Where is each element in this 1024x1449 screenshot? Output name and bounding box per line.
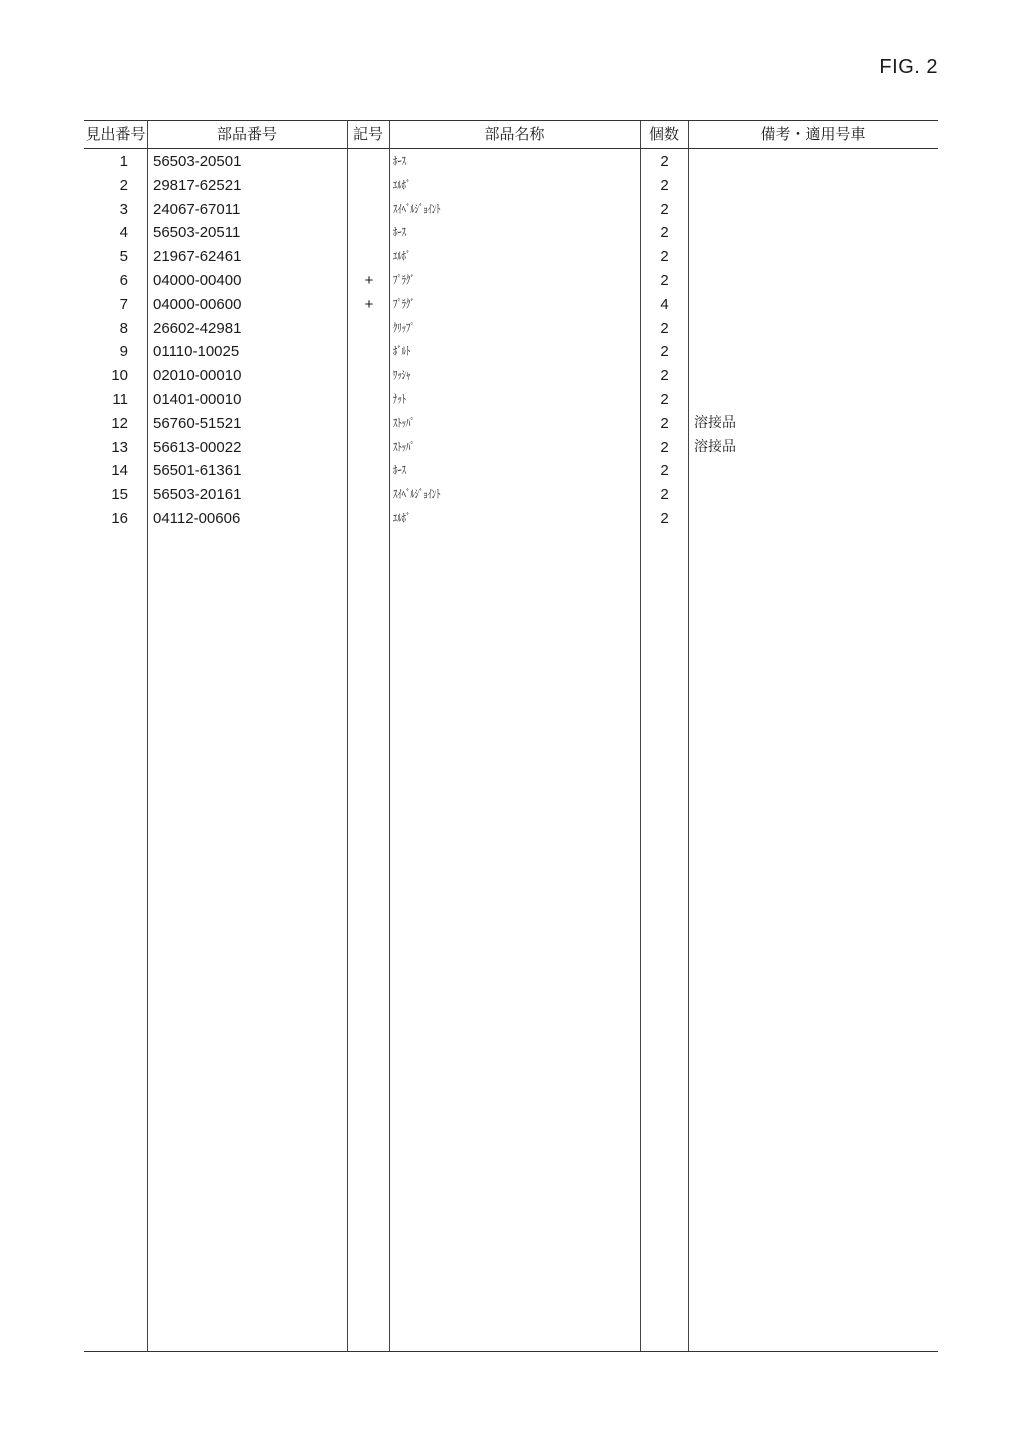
remarks-cell [694, 507, 934, 531]
item-number-cell: 5 [119, 248, 128, 266]
remarks-cell: 溶接品 [694, 414, 736, 431]
item-number-cell: 2 [119, 176, 128, 194]
remarks-cell [694, 198, 934, 222]
quantity-cell: 2 [660, 319, 669, 337]
header-mark: 記号 [352, 125, 383, 143]
part-name-cell: ﾎﾞﾙﾄ [393, 344, 411, 359]
quantity-cell: 2 [660, 391, 669, 408]
quantity-cell: 4 [660, 295, 669, 313]
part-name-cell: ｽﾄｯﾊﾟ [393, 415, 415, 430]
table-row [84, 269, 938, 293]
table-row [84, 483, 938, 507]
quantity-cell: 2 [660, 438, 669, 456]
part-name-cell: ｴﾙﾎﾞ [393, 249, 411, 264]
item-number-cell: 7 [119, 295, 128, 313]
item-number-cell: 13 [111, 438, 128, 456]
part-name-cell: ﾜｯｼｬ [393, 368, 411, 383]
table-row [84, 388, 938, 412]
table-row [84, 412, 938, 436]
table-row [84, 174, 938, 198]
table-row [84, 340, 938, 364]
item-number-cell: 8 [119, 319, 128, 337]
mark-cell [348, 221, 390, 245]
mark-cell [348, 150, 390, 174]
part-number-cell: 26602-42981 [153, 319, 242, 337]
mark-cell [348, 412, 390, 436]
mark-cell [348, 198, 390, 222]
mark-cell: + [364, 272, 374, 289]
part-name-cell: ｴﾙﾎﾞ [393, 177, 411, 192]
part-name-cell: ﾎｰｽ [393, 225, 406, 240]
part-name-cell: ｴﾙﾎﾞ [393, 511, 411, 525]
mark-cell [348, 483, 390, 507]
remarks-cell [694, 388, 934, 412]
remarks-cell [694, 459, 934, 483]
mark-cell [348, 317, 390, 341]
table-row [84, 364, 938, 388]
part-number-cell: 56503-20511 [153, 224, 241, 242]
remarks-cell [694, 364, 934, 388]
item-number-cell: 1 [119, 153, 128, 170]
quantity-cell: 2 [660, 510, 669, 527]
quantity-cell: 2 [660, 414, 669, 432]
remarks-cell [694, 174, 934, 198]
table-row [84, 150, 938, 174]
quantity-cell: 2 [660, 153, 669, 170]
table-header [84, 121, 938, 149]
part-name-cell: ﾌﾟﾗｸﾞ [393, 296, 415, 311]
remarks-cell [694, 483, 934, 507]
part-number-cell: 04112-00606 [153, 510, 241, 527]
part-number-cell: 02010-00010 [153, 367, 242, 385]
quantity-cell: 2 [660, 343, 669, 361]
item-number-cell: 4 [119, 224, 128, 242]
quantity-cell: 2 [660, 176, 669, 194]
item-number-cell: 14 [111, 462, 128, 480]
item-number-cell: 15 [111, 486, 128, 504]
part-number-cell: 56501-61361 [153, 462, 242, 480]
part-number-cell: 56503-20501 [153, 153, 242, 170]
part-number-cell: 21967-62461 [153, 248, 242, 266]
mark-cell [348, 459, 390, 483]
quantity-cell: 2 [660, 224, 669, 242]
item-number-cell: 3 [119, 200, 128, 218]
part-name-cell: ﾌﾟﾗｸﾞ [393, 273, 415, 287]
part-number-cell: 04000-00600 [153, 295, 242, 313]
remarks-cell [694, 221, 934, 245]
part-name-cell: ﾅｯﾄ [393, 392, 406, 406]
table-row [84, 221, 938, 245]
remarks-cell [694, 293, 934, 317]
table-row [84, 198, 938, 222]
part-number-cell: 56503-20161 [153, 486, 242, 504]
part-name-cell: ｽﾄｯﾊﾟ [393, 439, 415, 454]
quantity-cell: 2 [660, 367, 669, 385]
header-quantity: 個数 [648, 125, 679, 143]
remarks-cell: 溶接品 [694, 438, 736, 455]
header-remarks: 備考・適用号車 [760, 125, 866, 143]
mark-cell [348, 388, 390, 412]
figure-label: FIG. 2 [879, 56, 938, 78]
remarks-cell [694, 340, 934, 364]
part-name-cell: ｽｲﾍﾞﾙｼﾞｮｲﾝﾄ [393, 201, 441, 216]
remarks-cell [694, 269, 934, 293]
part-number-cell: 29817-62521 [153, 176, 242, 194]
part-name-cell: ﾎｰｽ [393, 463, 406, 478]
table-row [84, 459, 938, 483]
table-row [84, 507, 938, 531]
part-number-cell: 56613-00022 [153, 438, 242, 456]
part-number-cell: 01401-00010 [153, 391, 242, 408]
remarks-cell [694, 317, 934, 341]
part-number-cell: 04000-00400 [153, 272, 242, 289]
part-name-cell: ｽｲﾍﾞﾙｼﾞｮｲﾝﾄ [393, 487, 441, 502]
part-number-cell: 24067-67011 [153, 200, 241, 218]
header-item-no: 見出番号 [85, 125, 146, 143]
quantity-cell: 2 [660, 200, 669, 218]
remarks-cell [694, 245, 934, 269]
parts-table [84, 120, 938, 1352]
table-row [84, 436, 938, 460]
part-name-cell: ｸﾘｯﾌﾟ [393, 320, 415, 335]
part-name-cell: ﾎｰｽ [393, 154, 406, 168]
mark-cell [348, 507, 390, 531]
remarks-cell [694, 150, 934, 174]
item-number-cell: 12 [111, 414, 128, 432]
quantity-cell: 2 [660, 248, 669, 266]
header-part-name: 部品名称 [484, 125, 545, 143]
part-number-cell: 01110-10025 [153, 343, 240, 361]
table-row [84, 317, 938, 341]
quantity-cell: 2 [660, 462, 669, 480]
item-number-cell: 6 [119, 272, 128, 289]
mark-cell [348, 364, 390, 388]
item-number-cell: 10 [111, 367, 128, 385]
quantity-cell: 2 [660, 486, 669, 504]
mark-cell [348, 340, 390, 364]
item-number-cell: 9 [119, 343, 128, 361]
table-row [84, 293, 938, 317]
table-row [84, 245, 938, 269]
item-number-cell: 11 [112, 391, 128, 408]
header-part-no: 部品番号 [216, 125, 277, 143]
item-number-cell: 16 [111, 510, 128, 527]
mark-cell [348, 174, 390, 198]
quantity-cell: 2 [660, 272, 669, 289]
part-number-cell: 56760-51521 [153, 414, 242, 432]
mark-cell [348, 245, 390, 269]
mark-cell [348, 436, 390, 460]
mark-cell: + [364, 295, 374, 313]
